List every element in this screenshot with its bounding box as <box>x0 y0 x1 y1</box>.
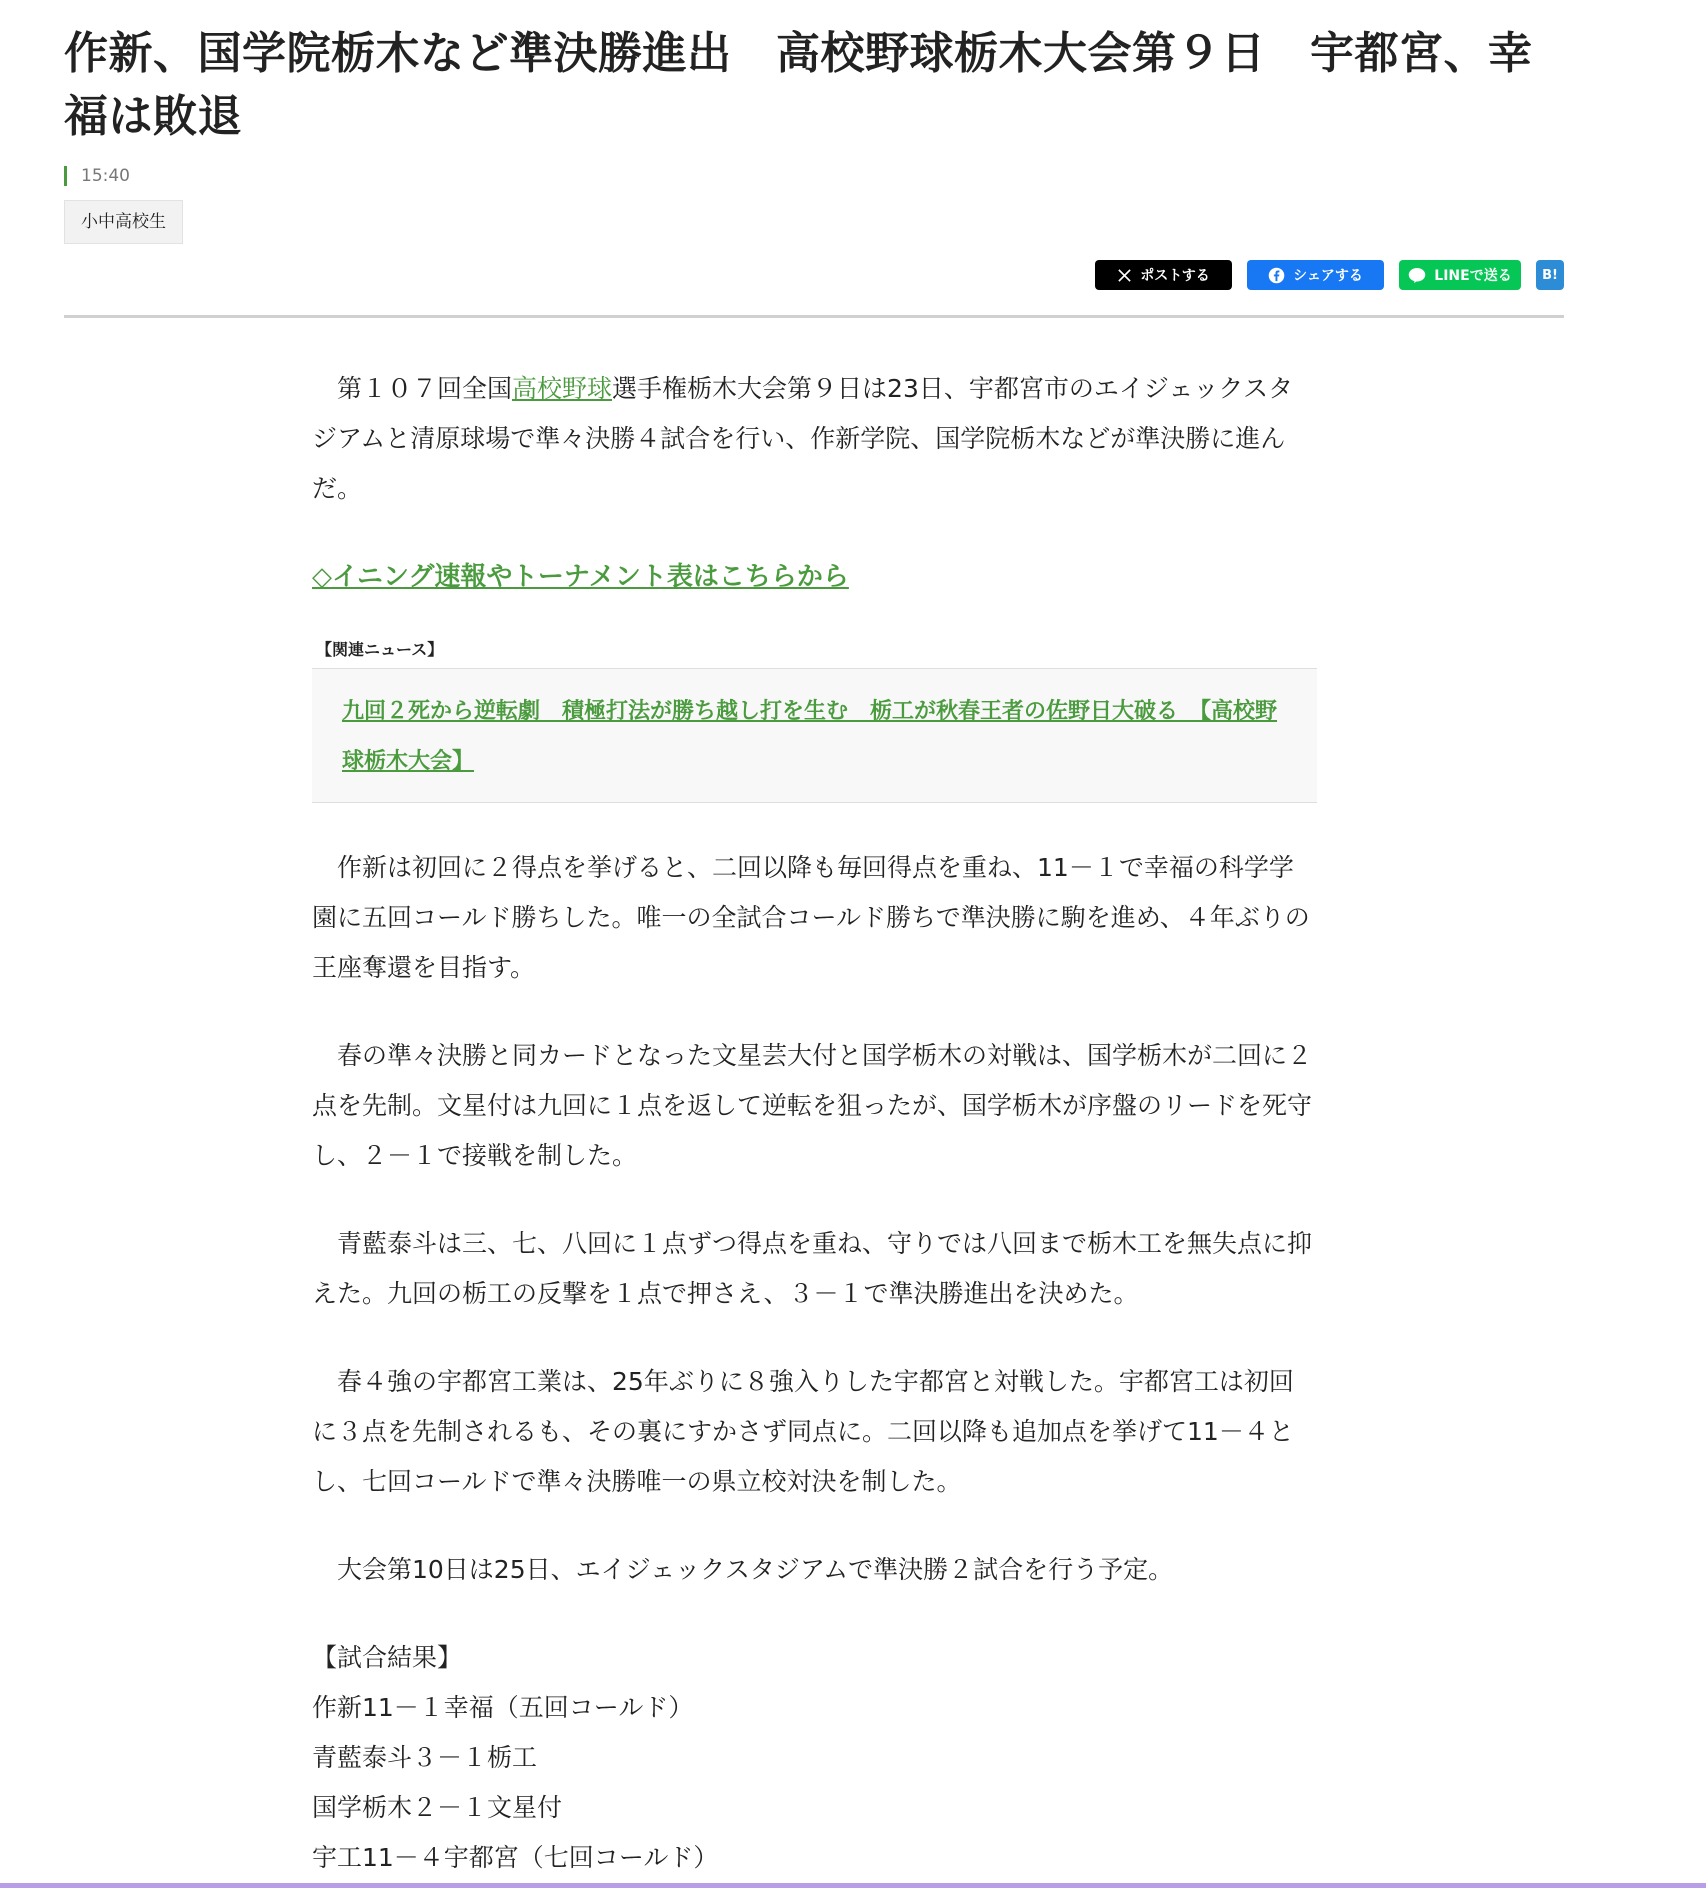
article-header <box>64 22 1564 148</box>
header-divider <box>64 315 1564 318</box>
article-title: 作新、国学院栃木など準決勝進出 高校野球栃木大会第９日 宇都宮、幸福は敗退 <box>64 28 1533 142</box>
article-body <box>312 364 1317 1883</box>
inning-report-link[interactable]: ◇イニング速報やトーナメント表はこちらから <box>312 562 849 592</box>
body-paragraph: 春の準々決勝と同カードとなった文星芸大付と国学栃木の対戦は、国学栃木が二回に２点を先制。文星付は九回に１点を返して逆転を狙ったが、国学栃木が序盤のリードを死守し、２－１で接戦を制した。 <box>312 1041 1313 1170</box>
related-news-label: 【関連ニュース】 <box>316 640 444 659</box>
share-facebook-button[interactable] <box>1247 260 1384 290</box>
result-item: 国学栃木２－１文星付 <box>312 1793 563 1822</box>
intro-text-after: 選手権栃木大会第９日は23日、宇都宮市のエイジェックスタジアムと清原球場で準々決勝４試合を行い、作新学院、国学院栃木などが準決勝に進んだ。 <box>312 374 1294 503</box>
keyword-link[interactable]: 高校野球 <box>512 374 613 403</box>
intro-text-before: 第１０７回全国 <box>337 374 513 403</box>
share-line-button[interactable] <box>1399 260 1521 290</box>
result-item: 宇工11－４宇都宮（七回コールド） <box>312 1843 719 1872</box>
category-tag[interactable]: 小中高校生 <box>64 200 183 244</box>
share-hatena-button[interactable] <box>1536 260 1564 290</box>
line-logo-icon <box>1408 267 1426 284</box>
share-x-button[interactable] <box>1095 260 1232 290</box>
related-news-box <box>312 668 1317 803</box>
results-title: 【試合結果】 <box>312 1643 463 1672</box>
facebook-logo-icon <box>1268 267 1285 284</box>
publish-time: 15:40 <box>64 166 130 186</box>
body-paragraph: 大会第10日は25日、エイジェックスタジアムで準決勝２試合を行う予定。 <box>337 1555 1174 1584</box>
x-logo-icon <box>1117 268 1132 283</box>
share-facebook-label: シェアする <box>1293 268 1363 284</box>
body-paragraph: 青藍泰斗は三、七、八回に１点ずつ得点を重ね、守りでは八回まで栃木工を無失点に抑えた。九回の栃工の反撃を１点で押さえ、３－１で準決勝進出を決めた。 <box>312 1229 1313 1308</box>
bottom-accent-bar <box>0 1883 1706 1888</box>
spacer <box>312 803 1317 843</box>
hatena-bookmark-icon: B! <box>1542 267 1558 283</box>
share-x-label: ポストする <box>1140 268 1210 284</box>
intro-paragraph <box>312 364 1317 514</box>
results-list <box>312 1683 1317 1883</box>
result-item: 作新11－１幸福（五回コールド） <box>312 1693 694 1722</box>
share-line-label: LINEで送る <box>1434 268 1512 284</box>
related-news-link[interactable]: 九回２死から逆転劇 積極打法が勝ち越し打を生む 栃工が秋春王者の佐野日大破る 【高校野球栃木大会】 <box>342 699 1278 774</box>
body-paragraph: 作新は初回に２得点を挙げると、二回以降も毎回得点を重ね、11－１で幸福の科学学園に五回コールド勝ちした。唯一の全試合コールド勝ちで準決勝に駒を進め、４年ぶりの王座奪還を目指す。 <box>312 853 1310 982</box>
body-paragraph: 春４強の宇都宮工業は、25年ぶりに８強入りした宇都宮と対戦した。宇都宮工は初回に３点を先制されるも、その裏にすかさず同点に。二回以降も追加点を挙げて11－４とし、七回コールドで準々決勝唯一の県立校対決を制した。 <box>312 1367 1294 1496</box>
share-bar <box>1095 260 1564 290</box>
result-item: 青藍泰斗３－１栃工 <box>312 1743 538 1772</box>
